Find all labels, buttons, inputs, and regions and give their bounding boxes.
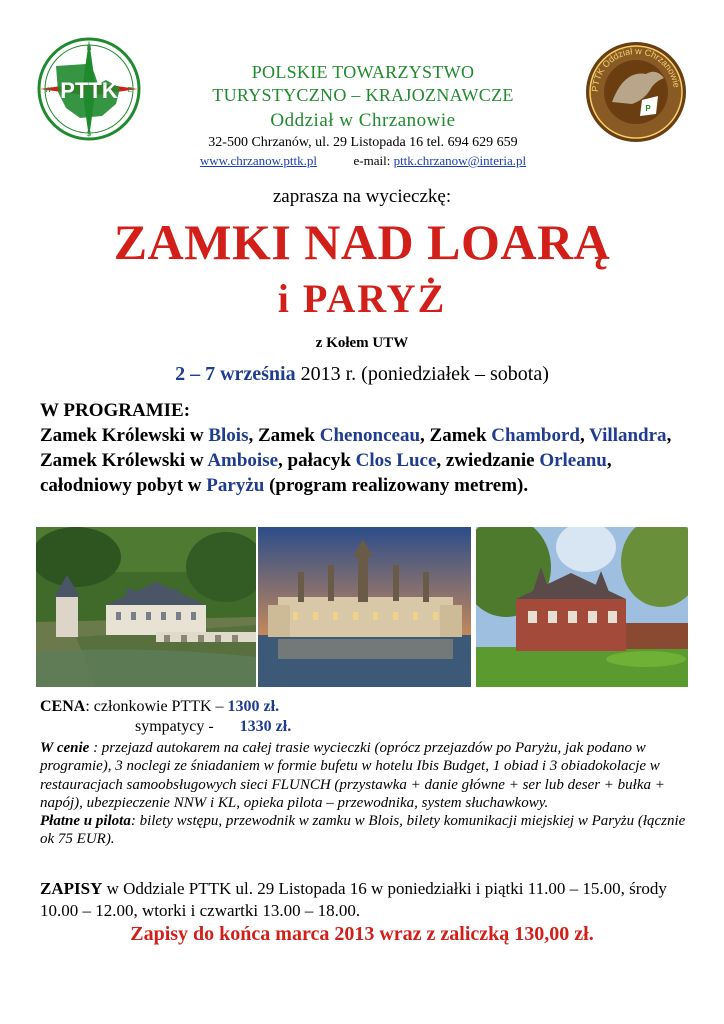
photo-chambord-castle [258, 527, 471, 687]
address-line: 32-500 Chrzanów, ul. 29 Listopada 16 tel. 694 629 659 [208, 135, 518, 150]
org-name-line1: POLSKIE TOWARZYSTWO [251, 62, 475, 82]
date-range: 2 – 7 września [175, 363, 296, 385]
website-link[interactable]: www.chrzanow.pttk.pl [199, 153, 317, 168]
signup-text: w Oddziale PTTK ul. 29 Listopada 16 w poniedziałki i piątki 11.00 – 15.00, środy 10.00 – 12.00, wtorki i czwartki 13.00 – 18.00. [40, 879, 667, 920]
org-name-line2: TURYSTYCZNO – KRAJOZNAWCZE [212, 85, 514, 105]
prog-text: , zwiedzanie [436, 450, 540, 471]
pilot-text: : bilety wstępu, przewodnik w zamku w Blois, bilety komunikacji miejskiej w Paryżu (łącznie ok 75 EUR). [40, 813, 686, 848]
branch-badge-logo [584, 40, 688, 144]
prog-text: , całodniowy pobyt w [40, 450, 612, 496]
place-chenonceau: Chenonceau [319, 425, 421, 446]
prog-text: , [579, 425, 590, 446]
prog-text: (program realizowany metrem). [264, 475, 529, 496]
svg-text:N: N [86, 45, 92, 52]
pttk-compass-logo [36, 36, 142, 142]
programme-heading: W PROGRAMIE: [40, 400, 191, 421]
prog-text: , Zamek [248, 425, 320, 446]
email-label: e-mail: [353, 153, 391, 168]
prog-text: , Zamek Królewski w [40, 425, 672, 471]
pilot-label: Płatne u pilota [40, 813, 131, 830]
price-supporters-line [40, 717, 291, 737]
prog-text: , pałacyk [278, 450, 356, 471]
place-blois: Blois [208, 425, 249, 446]
price-members-line [40, 697, 291, 717]
included-label: W cenie [40, 740, 90, 756]
price-supporters-value: 1330 zł. [239, 718, 292, 735]
deadline-notice: Zapisy do końca marca 2013 wraz z zaliczką 130,00 zł. [130, 923, 594, 945]
svg-text:PTTK Oddział w Chrzanowie: PTTK Oddział w Chrzanowie [589, 45, 682, 93]
price-members-value: 1300 zł. [227, 698, 280, 715]
place-amboise: Amboise [207, 450, 279, 471]
signup-label: ZAPISY [40, 879, 103, 898]
price-details [40, 739, 690, 849]
branch-name: Oddział w Chrzanowie [270, 110, 456, 131]
email-link[interactable]: pttk.chrzanow@interia.pl [393, 153, 527, 168]
place-paryzu: Paryżu [206, 475, 265, 496]
svg-text:PTTK: PTTK [60, 78, 118, 103]
price-members-text: : członkowie PTTK – [85, 698, 228, 715]
svg-text:P: P [645, 104, 651, 113]
contact-links [150, 153, 576, 169]
date-rest: 2013 r. (poniedziałek – sobota) [295, 363, 549, 385]
trip-dates [0, 363, 724, 386]
prog-text: , Zamek [420, 425, 492, 446]
place-clos-luce: Clos Luce [355, 450, 437, 471]
signup-info [40, 878, 690, 922]
price-supporters-text: sympatycy - [135, 718, 214, 735]
programme-block [40, 398, 700, 498]
svg-text:S: S [86, 131, 92, 138]
svg-text:W: W [44, 87, 52, 94]
place-villandra: Villandra [589, 425, 667, 446]
group-note: z Kołem UTW [315, 335, 409, 351]
place-orleanu: Orleanu [539, 450, 607, 471]
price-label: CENA [40, 698, 86, 715]
price-block [40, 697, 291, 737]
main-title: ZAMKI NAD LOARĄ [113, 214, 611, 270]
sub-title: i PARYŻ [277, 276, 447, 321]
photo-chenonceau-castle [36, 527, 256, 687]
photo-clos-luce-manor [476, 527, 688, 687]
pilot-paragraph [40, 812, 690, 849]
prog-text: Zamek Królewski w [40, 425, 209, 446]
included-paragraph [40, 739, 690, 812]
svg-text:E: E [127, 87, 133, 94]
invitation-text: zaprasza na wycieczkę: [272, 186, 452, 207]
place-chambord: Chambord [491, 425, 580, 446]
included-text: : przejazd autokarem na całej trasie wycieczki (oprócz przejazdów po Paryżu, jak podano w programie), 3 noclegi ze śniadaniem w formie bufetu w hotelu Ibis Budget, 1 obiad i 3 obiadokolacje w restauracjach samoobsługowych sieci FLUNCH (przystawka + danie główne + ser lub deser + bułka + napój), ubezpieczenie NNW i KL, opieka pilota – przewodnika, system słuchawkowy. [40, 740, 665, 811]
programme-text [40, 423, 700, 498]
